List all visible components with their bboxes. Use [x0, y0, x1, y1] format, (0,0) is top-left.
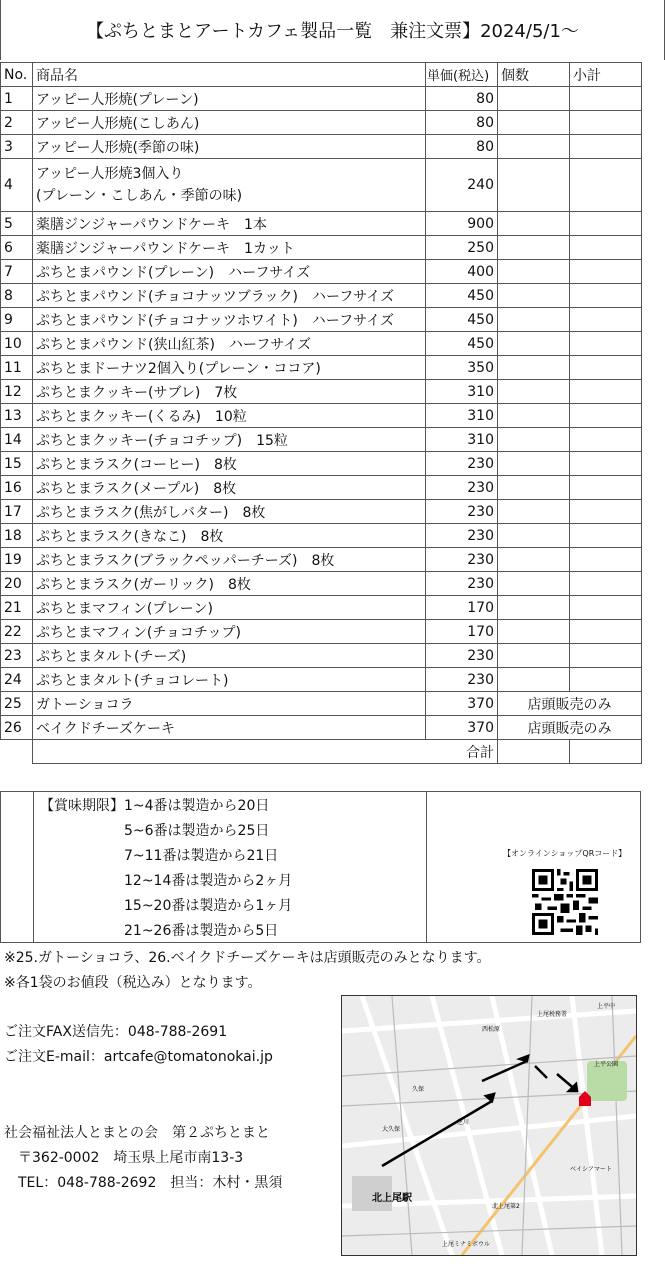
- item-price: 230: [426, 500, 498, 524]
- table-row: [1, 596, 642, 620]
- shelf-life-heading: 【賞味期限】1~4番は製造から20日: [40, 795, 269, 815]
- qty-cell[interactable]: [498, 212, 570, 236]
- table-row: [1, 236, 642, 260]
- table-row: [1, 135, 642, 159]
- subtotal-cell[interactable]: [570, 159, 642, 212]
- item-no: 26: [1, 716, 33, 740]
- item-name: ぷちとまクッキー(サブレ) 7枚: [33, 380, 426, 404]
- item-no: 1: [1, 87, 33, 111]
- qty-cell[interactable]: [498, 428, 570, 452]
- item-name: アッピー人形焼(季節の味): [33, 135, 426, 159]
- qty-cell[interactable]: [498, 620, 570, 644]
- item-name: ぷちとまパウンド(プレーン) ハーフサイズ: [33, 260, 426, 284]
- header-price: 単価(税込): [426, 63, 498, 87]
- subtotal-cell[interactable]: [570, 500, 642, 524]
- item-no: 15: [1, 452, 33, 476]
- item-no: 25: [1, 692, 33, 716]
- table-row: [1, 620, 642, 644]
- contact-fax: ご注文FAX送信先：048-788-2691: [4, 1024, 228, 1040]
- shelf-life-line: 1~4番は製造から20日: [124, 798, 270, 814]
- item-price: 450: [426, 308, 498, 332]
- item-no: 8: [1, 284, 33, 308]
- table-row: [1, 524, 642, 548]
- table-row: [1, 692, 642, 716]
- item-price: 250: [426, 236, 498, 260]
- contact-address: 〒362-0002 埼玉県上尾市南13-3: [18, 1150, 244, 1166]
- qty-cell[interactable]: [498, 524, 570, 548]
- item-no: 24: [1, 668, 33, 692]
- item-no: 22: [1, 620, 33, 644]
- item-no: 9: [1, 308, 33, 332]
- map-station-label: 北上尾駅: [372, 1193, 412, 1204]
- table-row: [1, 500, 642, 524]
- qty-cell[interactable]: [498, 596, 570, 620]
- price-table: [0, 62, 642, 764]
- table-row: [1, 668, 642, 692]
- subtotal-cell[interactable]: [570, 380, 642, 404]
- table-row: [1, 644, 642, 668]
- subtotal-cell[interactable]: [570, 404, 642, 428]
- item-price: 230: [426, 668, 498, 692]
- qty-cell[interactable]: [498, 572, 570, 596]
- item-no: 2: [1, 111, 33, 135]
- item-name: ぷちとまマフィン(チョコチップ): [33, 620, 426, 644]
- subtotal-cell[interactable]: [570, 236, 642, 260]
- contact-email[interactable]: ご注文E-mail：artcafe@tomatonokai.jp: [4, 1049, 273, 1065]
- table-row: [1, 404, 642, 428]
- table-row: [1, 260, 642, 284]
- item-price: 80: [426, 111, 498, 135]
- qty-cell[interactable]: [498, 87, 570, 111]
- item-price: 900: [426, 212, 498, 236]
- table-row: [1, 284, 642, 308]
- item-name: アッピー人形焼(こしあん): [33, 111, 426, 135]
- item-name: 薬膳ジンジャーパウンドケーキ 1本: [33, 212, 426, 236]
- item-no: 3: [1, 135, 33, 159]
- item-price: 310: [426, 404, 498, 428]
- item-name: ぷちとまパウンド(狭山紅茶) ハーフサイズ: [33, 332, 426, 356]
- total-qty-cell[interactable]: [498, 740, 570, 764]
- store-only-label: 店頭販売のみ: [498, 692, 642, 716]
- qty-cell[interactable]: [498, 404, 570, 428]
- table-row: [1, 308, 642, 332]
- shelf-life-line: 5~6番は製造から25日: [124, 823, 270, 839]
- svg-text:上尾税務署: 上尾税務署: [537, 1011, 568, 1018]
- item-no: 5: [1, 212, 33, 236]
- item-no: 18: [1, 524, 33, 548]
- item-name: ぷちとまドーナツ2個入り(プレーン・ココア): [33, 356, 426, 380]
- svg-text:上平公園: 上平公園: [594, 1061, 619, 1068]
- item-name: ぷちとまタルト(チーズ): [33, 644, 426, 668]
- svg-text:久保: 久保: [412, 1086, 425, 1093]
- item-price: 170: [426, 620, 498, 644]
- item-no: 13: [1, 404, 33, 428]
- item-price: 240: [426, 159, 498, 212]
- item-name: 薬膳ジンジャーパウンドケーキ 1カット: [33, 236, 426, 260]
- item-no: 16: [1, 476, 33, 500]
- item-price: 80: [426, 87, 498, 111]
- item-price: 170: [426, 596, 498, 620]
- item-price: 370: [426, 692, 498, 716]
- item-name: ぷちとまラスク(コーヒー) 8枚: [33, 452, 426, 476]
- item-price: 230: [426, 572, 498, 596]
- item-no: 4: [1, 159, 33, 212]
- page-title: 【ぷちとまとアートカフェ製品一覧 兼注文票】2024/5/1～: [0, 0, 665, 60]
- table-row: [1, 452, 642, 476]
- qty-cell[interactable]: [498, 452, 570, 476]
- item-price: 230: [426, 548, 498, 572]
- item-no: 10: [1, 332, 33, 356]
- item-name: ぷちとまラスク(焦がしバター) 8枚: [33, 500, 426, 524]
- contact-tel: TEL：048-788-2692 担当：木村・黒須: [18, 1175, 283, 1191]
- svg-text:西松原: 西松原: [482, 1026, 501, 1033]
- table-row: [1, 428, 642, 452]
- shelf-life-line: 21~26番は製造から5日: [124, 923, 279, 939]
- item-name: ぷちとまラスク(ブラックペッパーチーズ) 8枚: [33, 548, 426, 572]
- contact-org: 社会福祉法人とまとの会 第２ぷちとまと: [4, 1125, 270, 1141]
- item-name: ぷちとまマフィン(プレーン): [33, 596, 426, 620]
- subtotal-cell[interactable]: [570, 260, 642, 284]
- qty-cell[interactable]: [498, 308, 570, 332]
- item-price: 350: [426, 356, 498, 380]
- table-row: [1, 380, 642, 404]
- item-name: アッピー人形焼(プレーン): [33, 87, 426, 111]
- shelf-life-line: 15~20番は製造から1ヶ月: [124, 898, 293, 914]
- item-price: 310: [426, 428, 498, 452]
- item-name: ガトーショコラ: [33, 692, 426, 716]
- table-row: [1, 716, 642, 740]
- item-no: 19: [1, 548, 33, 572]
- qty-cell[interactable]: [498, 332, 570, 356]
- qty-cell[interactable]: [498, 644, 570, 668]
- svg-text:大久保: 大久保: [382, 1126, 401, 1133]
- subtotal-cell[interactable]: [570, 596, 642, 620]
- header-name: 商品名: [33, 63, 426, 87]
- qty-cell[interactable]: [498, 476, 570, 500]
- item-price: 370: [426, 716, 498, 740]
- table-row: [1, 332, 642, 356]
- item-price: 230: [426, 644, 498, 668]
- qty-cell[interactable]: [498, 356, 570, 380]
- subtotal-cell[interactable]: [570, 332, 642, 356]
- item-no: 23: [1, 644, 33, 668]
- table-row: [1, 356, 642, 380]
- qty-cell[interactable]: [498, 135, 570, 159]
- item-name: ぷちとまパウンド(チョコナッツホワイト) ハーフサイズ: [33, 308, 426, 332]
- item-name: ぷちとまパウンド(チョコナッツブラック) ハーフサイズ: [33, 284, 426, 308]
- subtotal-cell[interactable]: [570, 111, 642, 135]
- subtotal-cell[interactable]: [570, 308, 642, 332]
- subtotal-cell[interactable]: [570, 212, 642, 236]
- table-row: [1, 572, 642, 596]
- subtotal-cell[interactable]: [570, 356, 642, 380]
- access-map[interactable]: [341, 995, 637, 1256]
- table-row: [1, 111, 642, 135]
- note-store-only: ※25.ガトーショコラ、26.ベイクドチーズケーキは店頭販売のみとなります。: [4, 950, 491, 966]
- item-name: ぷちとまクッキー(くるみ) 10粒: [33, 404, 426, 428]
- item-price: 310: [426, 380, 498, 404]
- item-price: 230: [426, 524, 498, 548]
- item-price: 230: [426, 452, 498, 476]
- svg-text:芝川: 芝川: [457, 1119, 470, 1126]
- note-price: ※各1袋のお値段（税込み）となります。: [4, 975, 262, 991]
- shelf-life-line: 12~14番は製造から2ヶ月: [124, 873, 293, 889]
- subtotal-cell[interactable]: [570, 135, 642, 159]
- svg-text:上尾ミナミボウル: 上尾ミナミボウル: [442, 1241, 490, 1248]
- item-name: ベイクドチーズケーキ: [33, 716, 426, 740]
- header-no: No.: [1, 63, 33, 87]
- svg-text:北上尾第2: 北上尾第2: [492, 1203, 520, 1210]
- subtotal-cell[interactable]: [570, 548, 642, 572]
- item-no: 11: [1, 356, 33, 380]
- header-qty: 個数: [498, 63, 570, 87]
- qty-cell[interactable]: [498, 668, 570, 692]
- total-label: 合計: [33, 740, 498, 764]
- item-name: ぷちとまタルト(チョコレート): [33, 668, 426, 692]
- item-no: 7: [1, 260, 33, 284]
- item-price: 400: [426, 260, 498, 284]
- svg-text:ベイシアマート: ベイシアマート: [570, 1166, 613, 1173]
- item-name: ぷちとまラスク(メープル) 8枚: [33, 476, 426, 500]
- qr-code-icon[interactable]: [532, 869, 598, 935]
- table-row: [1, 212, 642, 236]
- svg-text:上平中: 上平中: [597, 1003, 616, 1010]
- subtotal-cell[interactable]: [570, 476, 642, 500]
- subtotal-cell[interactable]: [570, 452, 642, 476]
- subtotal-cell[interactable]: [570, 524, 642, 548]
- table-row: [1, 159, 642, 212]
- qty-cell[interactable]: [498, 260, 570, 284]
- qty-cell[interactable]: [498, 159, 570, 212]
- subtotal-cell[interactable]: [570, 572, 642, 596]
- qty-cell[interactable]: [498, 111, 570, 135]
- total-amount-cell[interactable]: [570, 740, 642, 764]
- item-price: 450: [426, 284, 498, 308]
- header-subtotal: 小計: [570, 63, 642, 87]
- store-only-label: 店頭販売のみ: [498, 716, 642, 740]
- qty-cell[interactable]: [498, 548, 570, 572]
- item-name: アッピー人形焼3個入り (プレーン・こしあん・季節の味): [33, 159, 426, 212]
- item-no: 17: [1, 500, 33, 524]
- qty-cell[interactable]: [498, 380, 570, 404]
- item-name: ぷちとまクッキー(チョコチップ) 15粒: [33, 428, 426, 452]
- item-no: 12: [1, 380, 33, 404]
- subtotal-cell[interactable]: [570, 620, 642, 644]
- subtotal-cell[interactable]: [570, 428, 642, 452]
- subtotal-cell[interactable]: [570, 284, 642, 308]
- qty-cell[interactable]: [498, 500, 570, 524]
- subtotal-cell[interactable]: [570, 644, 642, 668]
- item-price: 80: [426, 135, 498, 159]
- item-no: 20: [1, 572, 33, 596]
- item-no: 14: [1, 428, 33, 452]
- item-price: 450: [426, 332, 498, 356]
- item-no: 6: [1, 236, 33, 260]
- qty-cell[interactable]: [498, 236, 570, 260]
- total-row: [1, 740, 642, 764]
- item-name: ぷちとまラスク(ガーリック) 8枚: [33, 572, 426, 596]
- qr-label: 【オンラインショップQRコード】: [503, 849, 627, 858]
- table-row: [1, 87, 642, 111]
- item-price: 230: [426, 476, 498, 500]
- shelf-life-line: 7~11番は製造から21日: [124, 848, 279, 864]
- table-row: [1, 548, 642, 572]
- subtotal-cell[interactable]: [570, 87, 642, 111]
- qty-cell[interactable]: [498, 284, 570, 308]
- table-row: [1, 476, 642, 500]
- item-no: 21: [1, 596, 33, 620]
- table-header: [1, 63, 642, 87]
- map-drawing: [342, 996, 636, 1255]
- item-name: ぷちとまラスク(きなこ) 8枚: [33, 524, 426, 548]
- subtotal-cell[interactable]: [570, 668, 642, 692]
